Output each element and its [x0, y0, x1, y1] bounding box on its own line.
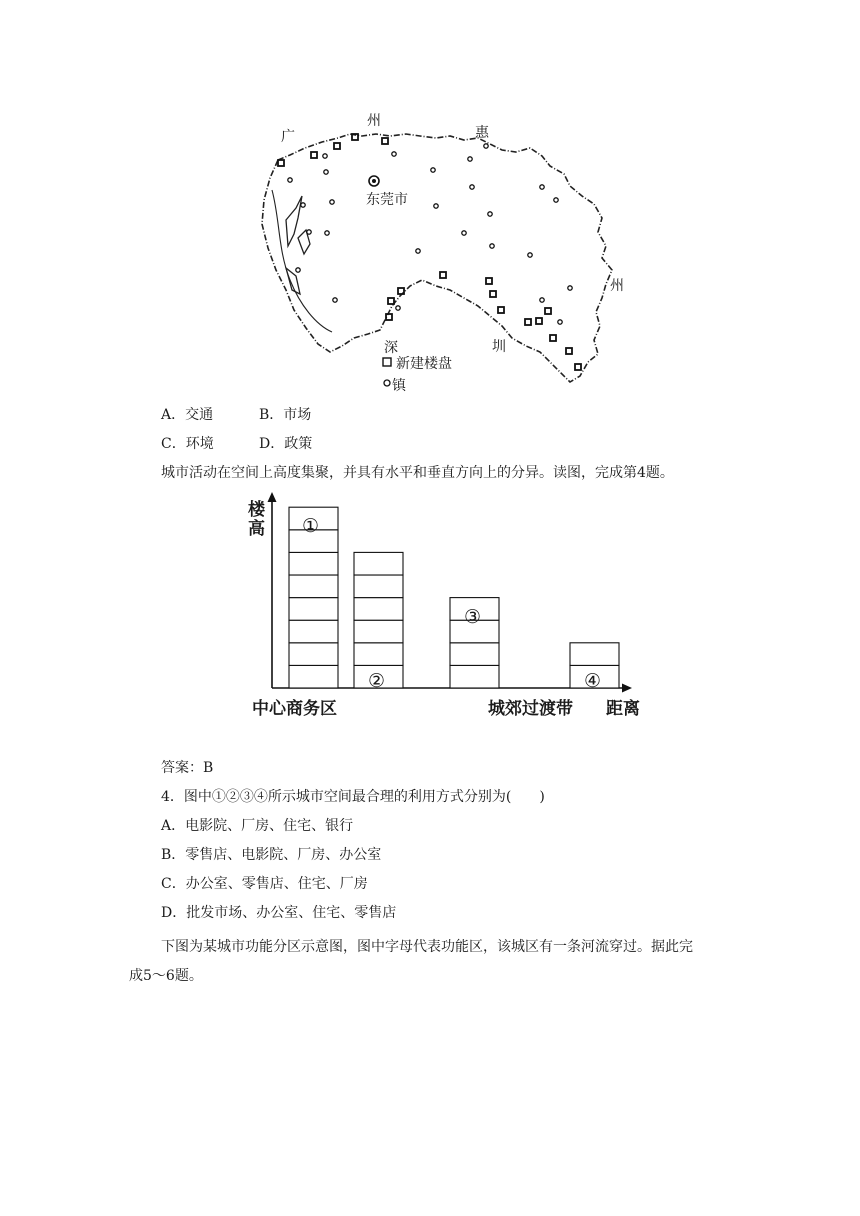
building-floor	[289, 575, 338, 598]
y-label-lou: 楼	[248, 500, 265, 520]
label-zhou-top: 州	[367, 113, 381, 129]
q4-option-c: C．办公室、零售店、住宅、厂房	[161, 876, 368, 892]
answer: 答案：B	[161, 760, 214, 776]
building-floor	[289, 643, 338, 666]
q4-option-b: B．零售店、电影院、厂房、办公室	[161, 847, 382, 863]
building-floor	[354, 598, 403, 621]
q4-option-a: A．电影院、厂房、住宅、银行	[161, 818, 354, 834]
label-dongguan: 东莞市	[366, 192, 408, 208]
label-hui: 惠	[475, 125, 489, 141]
building-floor	[354, 643, 403, 666]
q3-option-b: B．市场	[259, 407, 312, 423]
city-marker	[369, 176, 379, 186]
x-label-transition-zone: 城郊过渡带	[488, 699, 573, 719]
legend-town-label: 镇	[392, 378, 406, 394]
q3-option-d: D．政策	[259, 436, 313, 452]
river-island	[286, 196, 302, 246]
y-label-gao: 高	[248, 519, 265, 539]
building-floor	[450, 665, 499, 688]
marker-3: ③	[464, 606, 482, 628]
map-boundary	[262, 134, 612, 382]
building-floor	[354, 552, 403, 575]
q5-intro-line2: 成5～6题。	[129, 968, 203, 984]
dongguan-map	[250, 100, 640, 400]
marker-1: ①	[302, 515, 320, 537]
q4-option-d: D．批发市场、办公室、住宅、零售店	[161, 905, 397, 921]
label-shen: 深	[384, 340, 398, 356]
new-housing-markers	[278, 134, 581, 370]
label-guang: 广	[281, 129, 295, 145]
legend-square-icon	[383, 358, 391, 366]
river-channel	[272, 190, 332, 332]
building-2	[354, 552, 403, 688]
legend-new-housing-label: 新建楼盘	[396, 356, 452, 372]
marker-2: ②	[368, 670, 386, 692]
building-height-chart	[240, 490, 660, 720]
marker-4: ④	[584, 670, 602, 692]
q3-option-a: A．交通	[161, 407, 214, 423]
building-floor	[570, 643, 619, 666]
y-axis-arrow-icon	[268, 492, 277, 502]
x-label-distance: 距离	[606, 699, 640, 719]
x-label-cbd: 中心商务区	[252, 699, 337, 719]
building-floor	[450, 643, 499, 666]
building-floor	[354, 575, 403, 598]
building-floor	[289, 552, 338, 575]
label-zhen: 圳	[492, 339, 506, 355]
label-zhou-right: 州	[610, 278, 624, 294]
building-floor	[289, 620, 338, 643]
q4-intro: 城市活动在空间上高度集聚，并具有水平和垂直方向上的分异。读图，完成第4题。	[161, 465, 674, 481]
q3-option-c: C．环境	[161, 436, 214, 452]
x-axis-arrow-icon	[622, 684, 632, 693]
building-floor	[354, 620, 403, 643]
town-markers	[288, 144, 572, 324]
building-floor	[289, 598, 338, 621]
q5-intro-line1: 下图为某城市功能分区示意图，图中字母代表功能区，该城区有一条河流穿过。据此完	[161, 939, 693, 955]
building-floor	[289, 665, 338, 688]
q4-stem: 4．图中①②③④所示城市空间最合理的利用方式分别为( )	[161, 789, 545, 805]
legend-circle-icon	[384, 380, 390, 386]
